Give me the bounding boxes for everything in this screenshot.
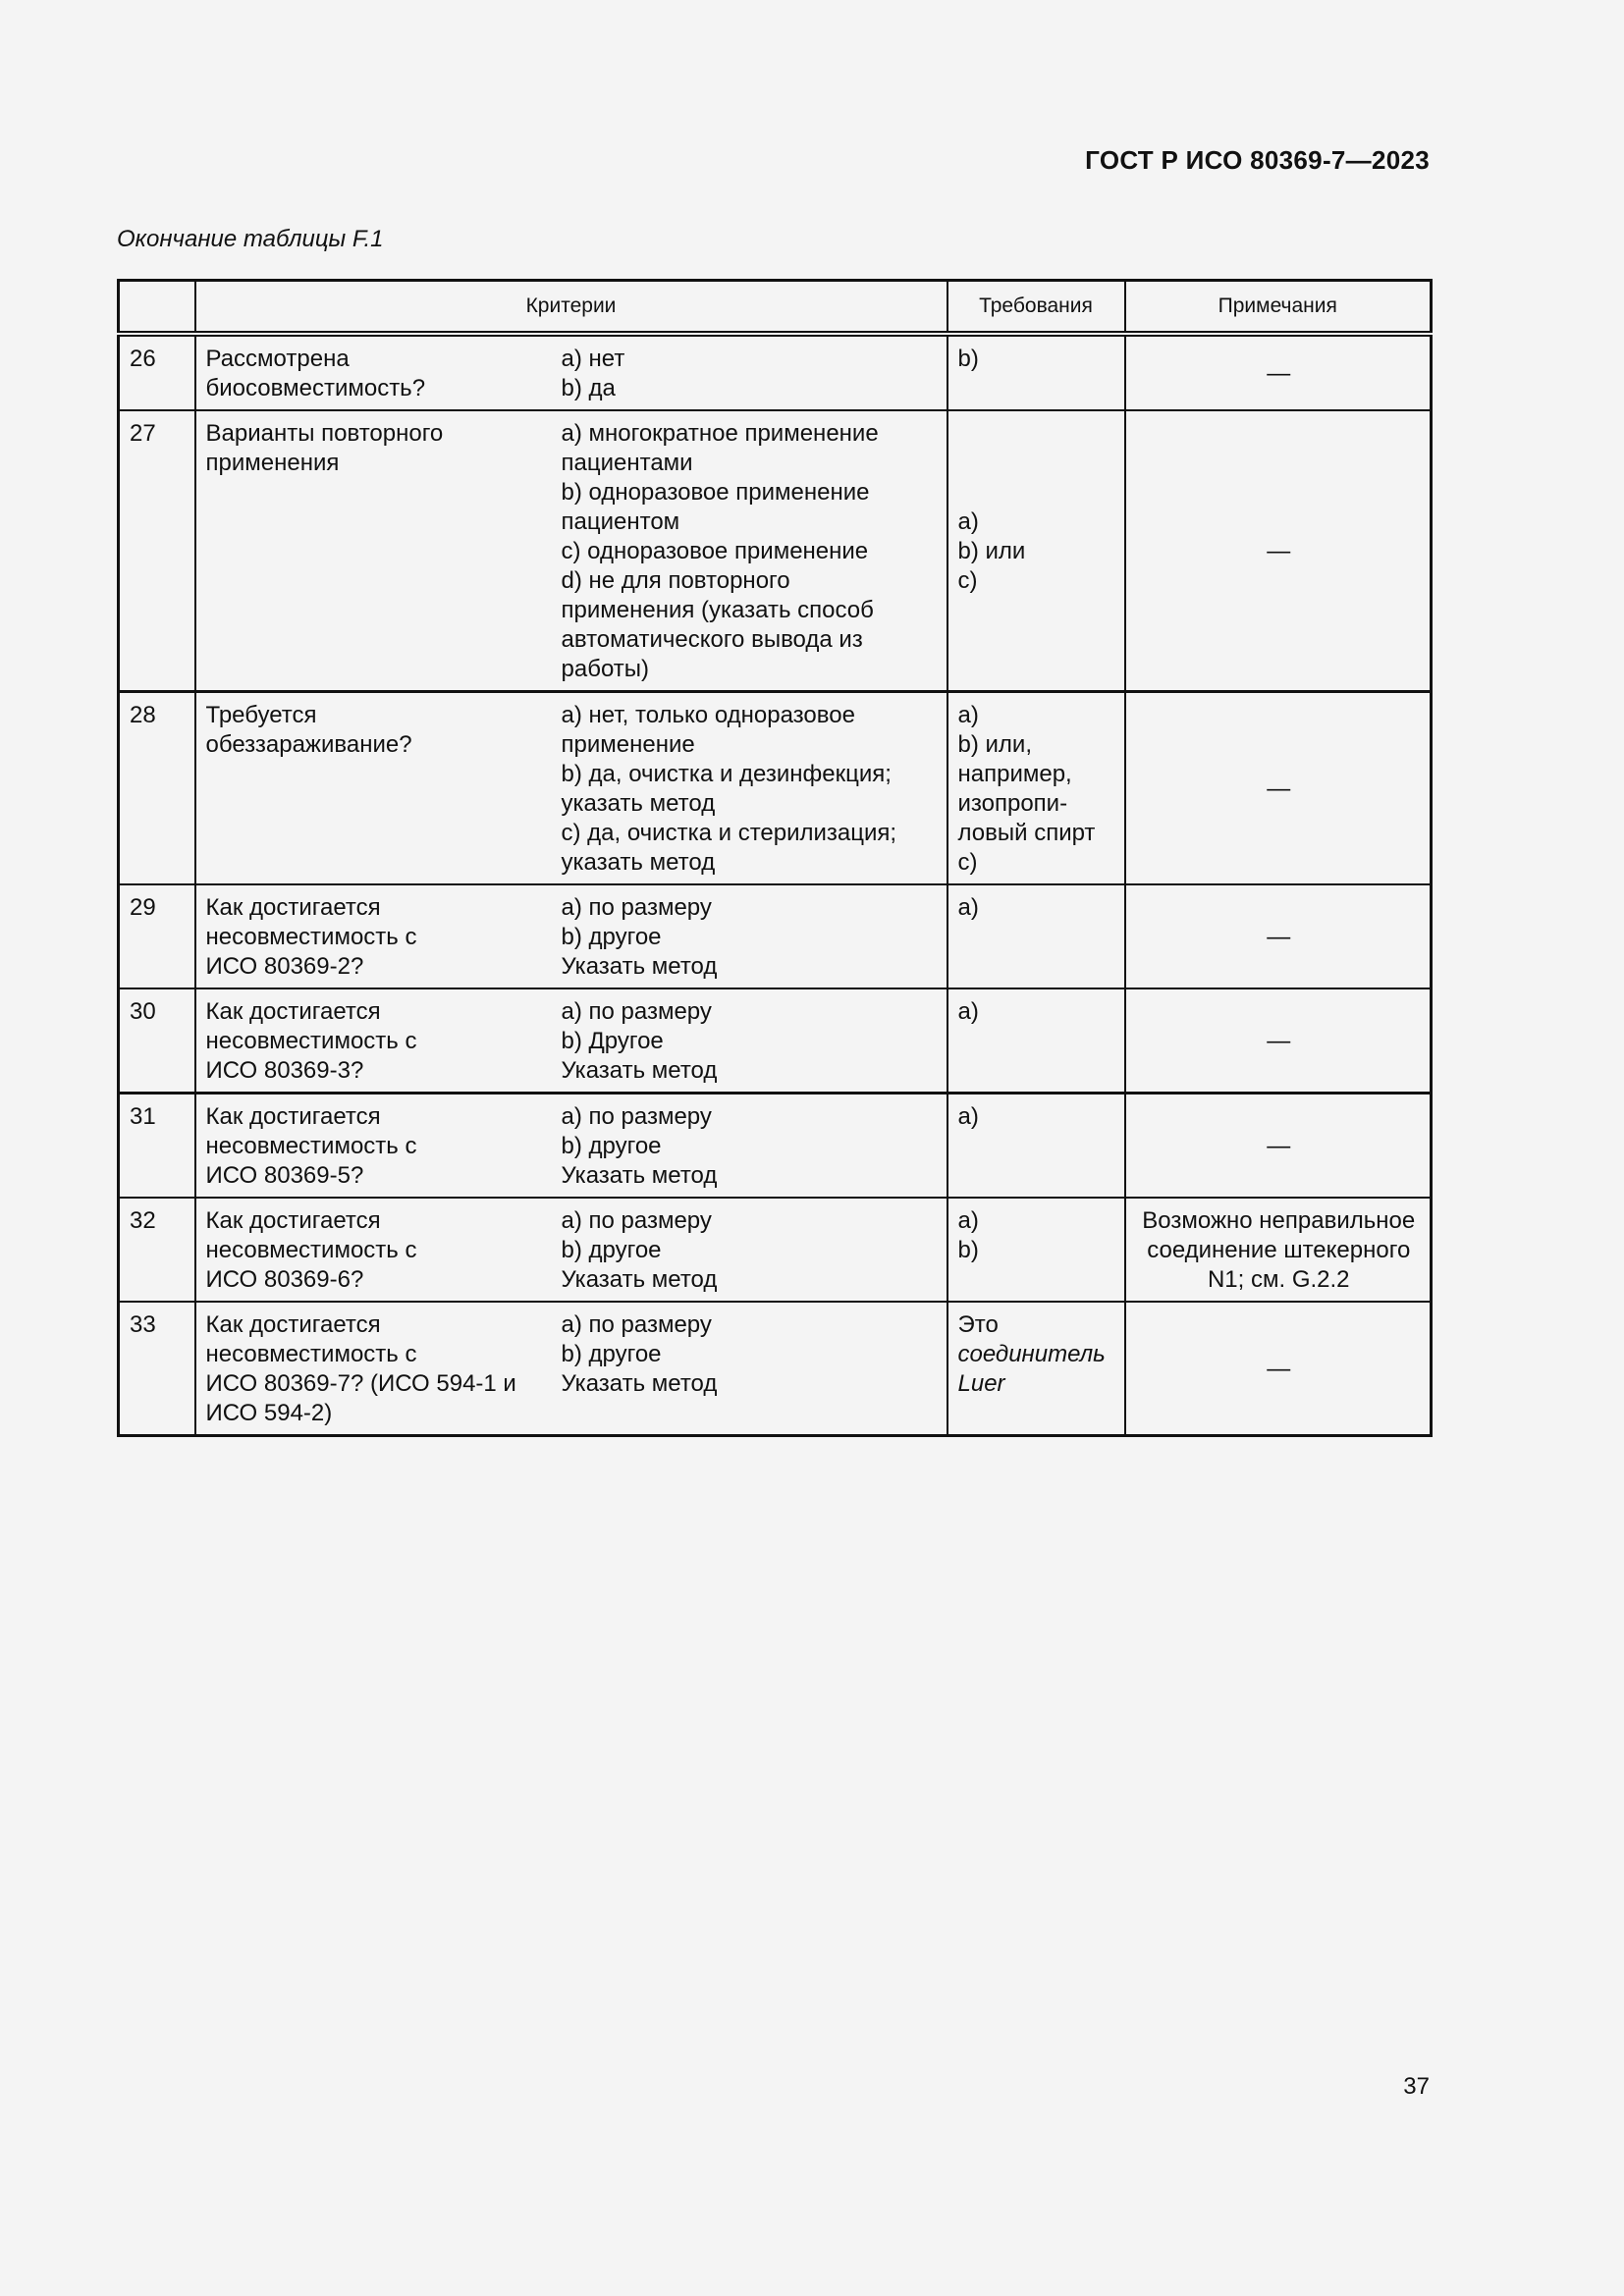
question-line: ИСО 80369-6?	[205, 1266, 364, 1293]
option-line: Указать метод	[561, 1057, 718, 1084]
note-cell: —	[1125, 334, 1432, 410]
criteria-cell	[195, 1302, 947, 1436]
option-line: Указать метод	[561, 1370, 718, 1397]
column-header-notes: Примечания	[1125, 281, 1432, 335]
option-line: автоматического вывода из	[561, 626, 863, 653]
note-line: N1; см. G.2.2	[1207, 1266, 1350, 1293]
column-header-criteria: Критерии	[195, 281, 947, 335]
note-cell: —	[1125, 692, 1432, 885]
requirement-cell	[947, 988, 1125, 1094]
requirement-line: c)	[957, 567, 978, 594]
criteria-question	[206, 701, 562, 878]
note-cell: —	[1125, 410, 1432, 692]
criteria-cell	[195, 1198, 947, 1302]
requirement-line: ловый спирт	[957, 820, 1096, 846]
row-number: 29	[119, 884, 195, 988]
criteria-cell	[195, 884, 947, 988]
note-cell	[1125, 1198, 1432, 1302]
option-line: a) по размеру	[561, 998, 712, 1025]
criteria-options	[562, 1102, 939, 1191]
option-line: a) по размеру	[561, 1103, 712, 1130]
option-line: b) другое	[561, 1341, 662, 1367]
requirement-line: a)	[957, 702, 979, 728]
criteria-cell	[195, 410, 947, 692]
note-cell: —	[1125, 988, 1432, 1094]
requirement-line: Это	[957, 1311, 999, 1338]
criteria-options	[562, 1206, 939, 1295]
table-body	[119, 334, 1432, 1436]
question-line: несовместимость с	[205, 1341, 417, 1367]
question-line: ИСО 80369-2?	[205, 953, 364, 980]
table-row	[119, 1198, 1432, 1302]
requirement-line: a)	[957, 1207, 979, 1234]
requirement-cell	[947, 692, 1125, 885]
option-line: указать метод	[561, 849, 716, 876]
option-line: указать метод	[561, 790, 716, 817]
option-line: b) да, очистка и дезинфекция;	[561, 761, 892, 787]
option-line: a) по размеру	[561, 1311, 712, 1338]
option-line: a) по размеру	[561, 894, 712, 921]
row-number: 26	[119, 334, 195, 410]
note-cell: —	[1125, 1094, 1432, 1199]
requirement-line: c)	[957, 849, 978, 876]
question-line: несовместимость с	[205, 1028, 417, 1054]
table-row	[119, 692, 1432, 885]
question-line: ИСО 80369-3?	[205, 1057, 364, 1084]
column-header-requirements: Требования	[947, 281, 1125, 335]
option-line: c) да, очистка и стерилизация;	[561, 820, 897, 846]
option-line: Указать метод	[561, 1162, 718, 1189]
option-line: применения (указать способ	[561, 597, 874, 623]
question-line: ИСО 594-2)	[205, 1400, 333, 1426]
option-line: Указать метод	[561, 953, 718, 980]
option-line: b) Другое	[561, 1028, 664, 1054]
criteria-layout	[206, 701, 939, 878]
criteria-layout	[206, 893, 939, 982]
requirement-line: a)	[957, 508, 979, 535]
criteria-options	[562, 997, 939, 1086]
requirement-line: a)	[957, 894, 979, 921]
question-line: обеззараживание?	[205, 731, 412, 758]
criteria-question	[206, 1102, 562, 1191]
row-number: 30	[119, 988, 195, 1094]
question-line: ИСО 80369-5?	[205, 1162, 364, 1189]
option-line: b) одноразовое применение	[561, 479, 870, 506]
row-number: 28	[119, 692, 195, 885]
option-line: пациентом	[561, 508, 680, 535]
question-line: несовместимость с	[205, 924, 417, 950]
requirement-cell	[947, 1094, 1125, 1199]
criteria-options	[562, 419, 939, 684]
requirement-line: a)	[957, 1103, 979, 1130]
document-code: ГОСТ Р ИСО 80369-7—2023	[1085, 145, 1430, 175]
row-number: 32	[119, 1198, 195, 1302]
option-line: a) многократное применение	[561, 420, 879, 447]
criteria-options	[562, 893, 939, 982]
criteria-layout	[206, 1102, 939, 1191]
question-line: биосовместимость?	[205, 375, 426, 401]
criteria-question	[206, 1310, 562, 1428]
requirement-cell	[947, 884, 1125, 988]
table-row	[119, 1302, 1432, 1436]
column-header-number	[119, 281, 195, 335]
requirement-line-italic: соединитель	[957, 1341, 1106, 1367]
requirement-cell	[947, 334, 1125, 410]
question-line: ИСО 80369-7? (ИСО 594-1 и	[205, 1370, 516, 1397]
table-row	[119, 1094, 1432, 1199]
requirement-line-italic: Luer	[957, 1370, 1005, 1397]
criteria-layout	[206, 997, 939, 1086]
criteria-question	[206, 893, 562, 982]
question-line: Рассмотрена	[205, 346, 350, 372]
question-line: Как достигается	[205, 1311, 381, 1338]
row-number: 27	[119, 410, 195, 692]
option-line: c) одноразовое применение	[561, 538, 869, 564]
criteria-options	[562, 1310, 939, 1428]
option-line: b) другое	[561, 1133, 662, 1159]
requirement-line: b)	[957, 1237, 979, 1263]
table-row	[119, 988, 1432, 1094]
question-line: Как достигается	[205, 894, 381, 921]
requirement-cell	[947, 1302, 1125, 1436]
option-line: b) да	[561, 375, 616, 401]
criteria-layout	[206, 1310, 939, 1428]
option-line: b) другое	[561, 924, 662, 950]
row-number: 33	[119, 1302, 195, 1436]
criteria-cell	[195, 334, 947, 410]
note-cell: —	[1125, 1302, 1432, 1436]
question-line: несовместимость с	[205, 1133, 417, 1159]
option-line: Указать метод	[561, 1266, 718, 1293]
option-line: пациентами	[561, 450, 693, 476]
question-line: Варианты повторного	[205, 420, 444, 447]
table-container	[117, 279, 1430, 1437]
table-row	[119, 410, 1432, 692]
criteria-cell	[195, 988, 947, 1094]
question-line: несовместимость с	[205, 1237, 417, 1263]
option-line: a) нет, только одноразовое	[561, 702, 855, 728]
option-line: a) по размеру	[561, 1207, 712, 1234]
option-line: применение	[561, 731, 695, 758]
criteria-question	[206, 345, 562, 403]
requirement-line: например,	[957, 761, 1072, 787]
note-cell: —	[1125, 884, 1432, 988]
criteria-cell	[195, 692, 947, 885]
option-line: a) нет	[561, 346, 625, 372]
question-line: Как достигается	[205, 1207, 381, 1234]
requirement-line: изопропи-	[957, 790, 1068, 817]
criteria-layout	[206, 345, 939, 403]
option-line: работы)	[561, 656, 649, 682]
option-line: d) не для повторного	[561, 567, 790, 594]
question-line: применения	[205, 450, 340, 476]
criteria-question	[206, 419, 562, 684]
question-line: Требуется	[205, 702, 317, 728]
question-line: Как достигается	[205, 998, 381, 1025]
criteria-layout	[206, 1206, 939, 1295]
row-number: 31	[119, 1094, 195, 1199]
page-number: 37	[1403, 2073, 1430, 2100]
criteria-question	[206, 997, 562, 1086]
table-row	[119, 334, 1432, 410]
note-line: Возможно неправильное	[1142, 1207, 1416, 1234]
criteria-question	[206, 1206, 562, 1295]
table-row	[119, 884, 1432, 988]
question-line: Как достигается	[205, 1103, 381, 1130]
requirement-line: a)	[957, 998, 979, 1025]
option-line: b) другое	[561, 1237, 662, 1263]
criteria-options	[562, 701, 939, 878]
table-caption: Окончание таблицы F.1	[117, 226, 384, 252]
table-header-row	[119, 281, 1432, 335]
requirement-line: b)	[957, 346, 979, 372]
criteria-options	[562, 345, 939, 403]
requirement-cell	[947, 410, 1125, 692]
requirement-line: b) или,	[957, 731, 1032, 758]
criteria-layout	[206, 419, 939, 684]
criteria-table	[117, 279, 1433, 1437]
criteria-cell	[195, 1094, 947, 1199]
requirement-cell	[947, 1198, 1125, 1302]
requirement-line: b) или	[957, 538, 1026, 564]
note-line: соединение штекерного	[1147, 1237, 1411, 1263]
